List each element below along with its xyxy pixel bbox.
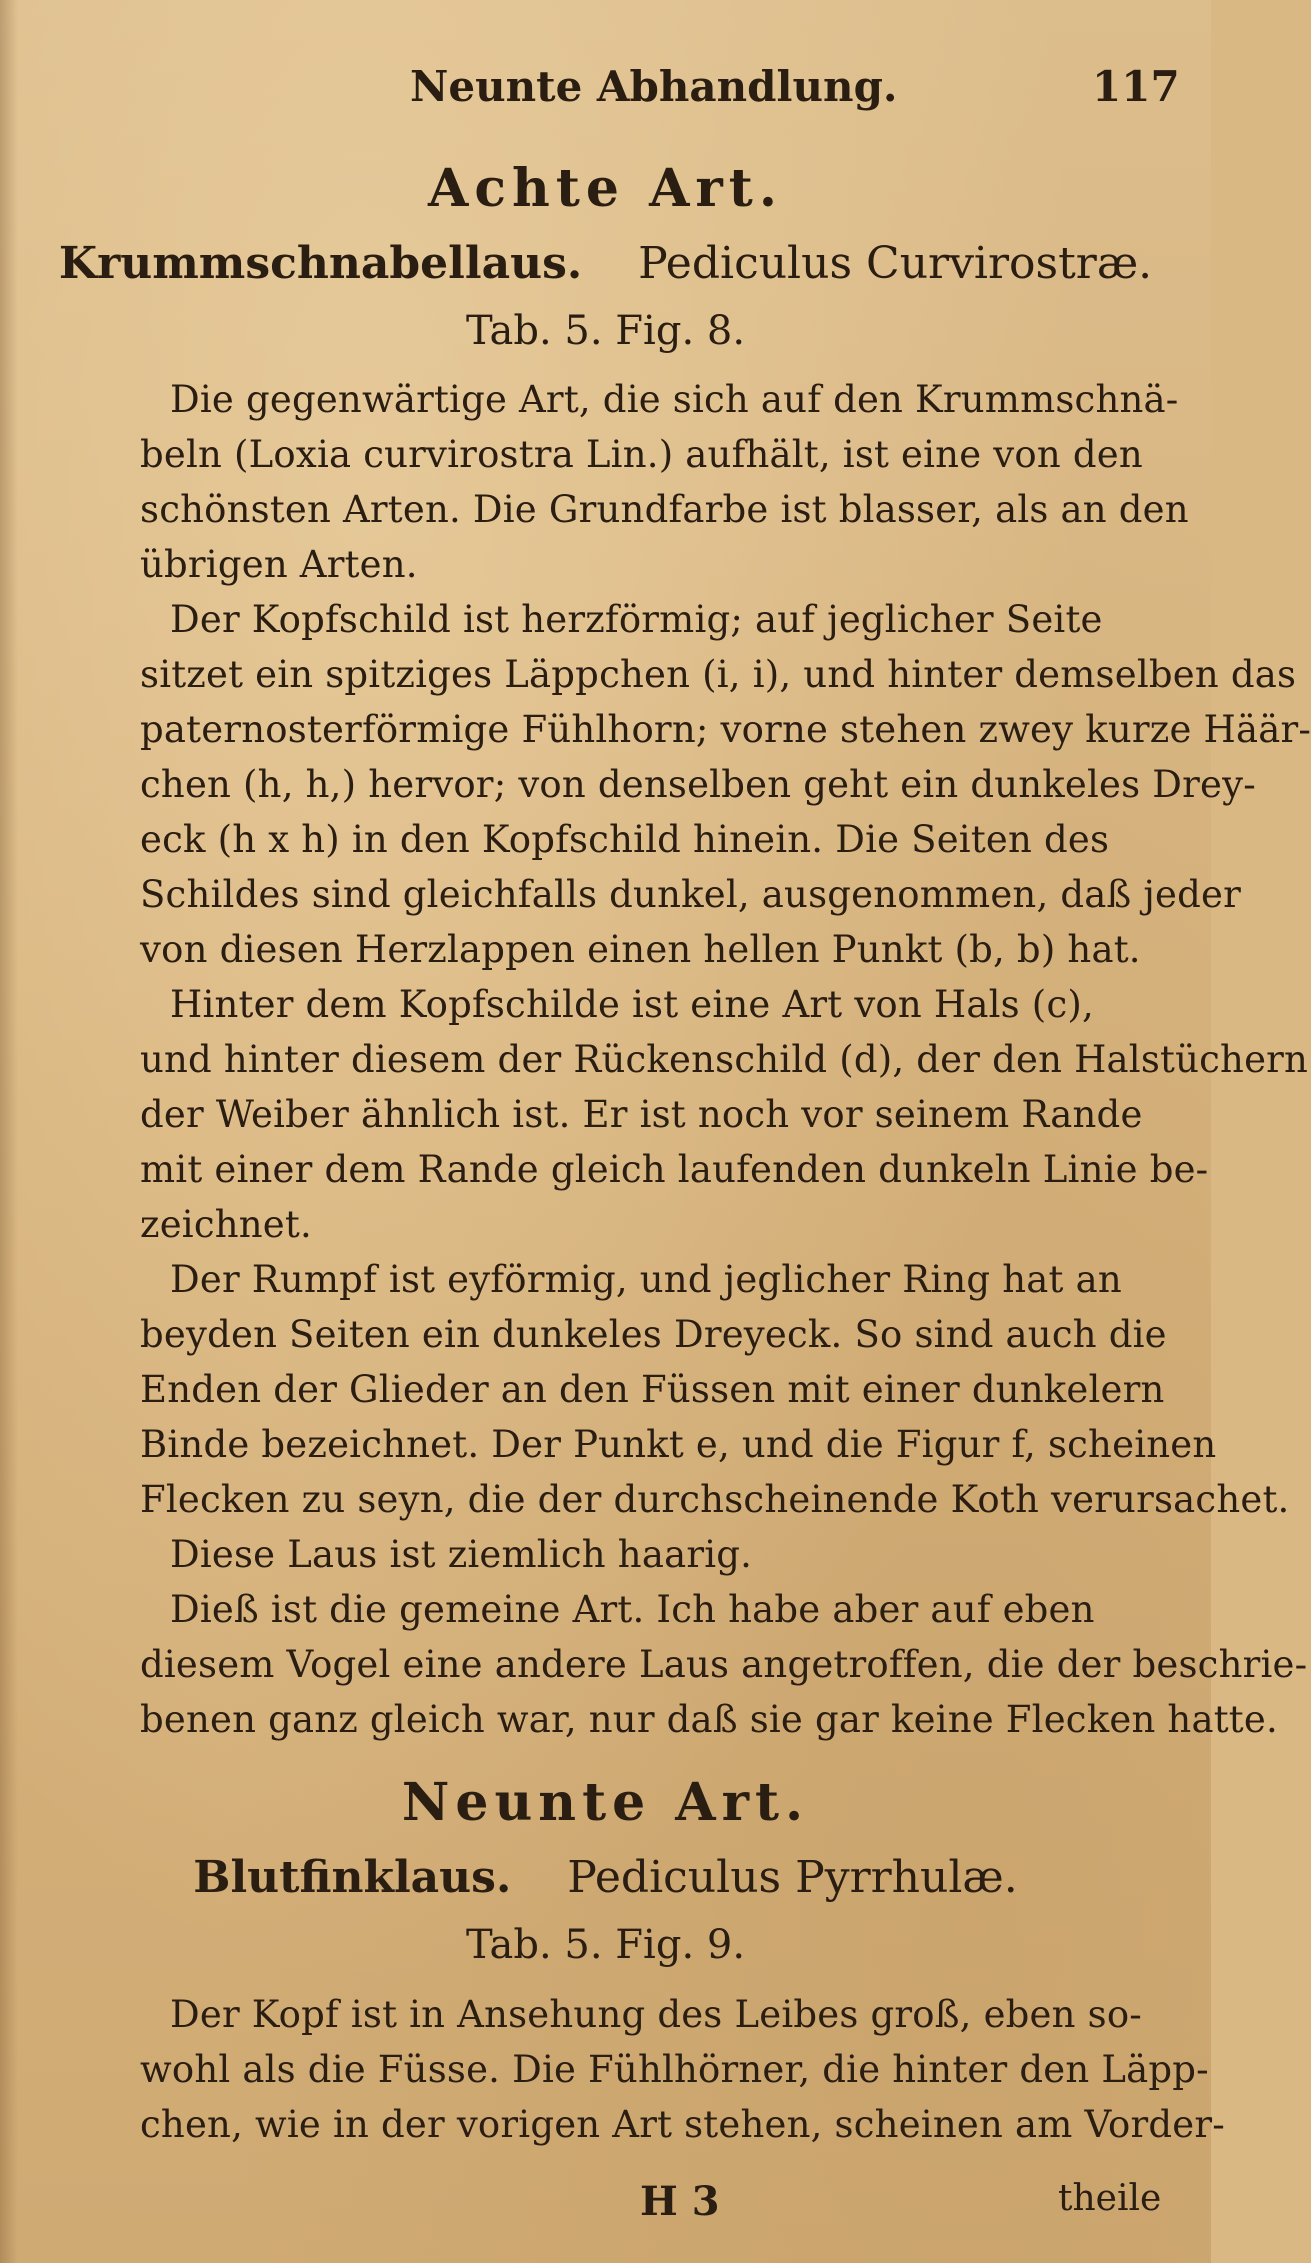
text-line: von diesen Herzlappen einen hellen Punkt (b, b) hat.	[140, 928, 1141, 971]
text-line: Der Rumpf ist eyförmig, und jeglicher Ring hat an	[170, 1258, 1122, 1301]
text-line: chen (h, h,) hervor; von denselben geht ein dunkeles Drey-	[140, 763, 1256, 806]
page-number: 117	[1092, 62, 1180, 111]
text-line: sitzet ein spitziges Läppchen (i, i), und hinter demselben das	[140, 653, 1297, 696]
text-line: Binde bezeichnet. Der Punkt e, und die Figur f, scheinen	[140, 1423, 1217, 1466]
text-line: und hinter diesem der Rückenschild (d), der den Halstüchern	[140, 1038, 1309, 1081]
text-line: mit einer dem Rande gleich laufenden dunkeln Linie be-	[140, 1148, 1209, 1191]
running-head: Neunte Abhandlung.	[410, 62, 898, 111]
text-line: eck (h x h) in den Kopfschild hinein. Die Seiten des	[140, 818, 1110, 861]
species-title-blutfinklaus	[0, 1852, 1211, 1903]
text-line: Der Kopf ist in Ansehung des Leibes groß, eben so-	[170, 1993, 1142, 2036]
text-line: Dieß ist die gemeine Art. Ich habe aber auf eben	[170, 1588, 1095, 1631]
text-line: chen, wie in der vorigen Art stehen, scheinen am Vorder-	[140, 2103, 1225, 2146]
species-name-latin: Pediculus Pyrrhulæ.	[567, 1852, 1018, 1903]
text-line: beyden Seiten ein dunkeles Dreyeck. So sind auch die	[140, 1313, 1167, 1356]
printer-signature: H 3	[640, 2178, 720, 2225]
text-line: zeichnet.	[140, 1203, 312, 1246]
text-line: Schildes sind gleichfalls dunkel, ausgenommen, daß jeder	[140, 873, 1242, 916]
text-line: Die gegenwärtige Art, die sich auf den Krummschnä-	[170, 378, 1179, 421]
text-line: paternosterförmige Fühlhorn; vorne stehen zwey kurze Häär-	[140, 708, 1311, 751]
text-line: der Weiber ähnlich ist. Er ist noch vor seinem Rande	[140, 1093, 1143, 1136]
text-line: Enden der Glieder an den Füssen mit einer dunkelern	[140, 1368, 1165, 1411]
plate-reference: Tab. 5. Fig. 8.	[465, 308, 746, 354]
text-line: Diese Laus ist ziemlich haarig.	[170, 1533, 753, 1576]
section-heading-achte-art: Achte Art.	[428, 158, 783, 219]
text-line: Flecken zu seyn, die der durchscheinende Koth verursachet.	[140, 1478, 1290, 1521]
text-line: Hinter dem Kopfschilde ist eine Art von Hals (c),	[170, 983, 1094, 1026]
text-line: benen ganz gleich war, nur daß sie gar keine Flecken hatte.	[140, 1698, 1278, 1741]
species-title-krummschnabellaus	[0, 238, 1211, 289]
plate-reference: Tab. 5. Fig. 9.	[465, 1922, 746, 1968]
text-line: beln (Loxia curvirostra Lin.) aufhält, ist eine von den	[140, 433, 1143, 476]
species-name-german: Blutfinklaus.	[193, 1852, 512, 1903]
text-line: übrigen Arten.	[140, 543, 418, 586]
species-name-latin: Pediculus Curvirostræ.	[638, 238, 1153, 289]
text-line: schönsten Arten. Die Grundfarbe ist blasser, als an den	[140, 488, 1189, 531]
text-line: Der Kopfschild ist herzförmig; auf jeglicher Seite	[170, 598, 1103, 641]
section-heading-neunte-art: Neunte Art.	[401, 1772, 810, 1833]
text-line: diesem Vogel eine andere Laus angetroffen, die der beschrie-	[140, 1643, 1308, 1686]
catchword: theile	[1058, 2178, 1162, 2219]
species-name-german: Krummschnabellaus.	[58, 238, 583, 289]
text-line: wohl als die Füsse. Die Fühlhörner, die hinter den Läpp-	[140, 2048, 1209, 2091]
